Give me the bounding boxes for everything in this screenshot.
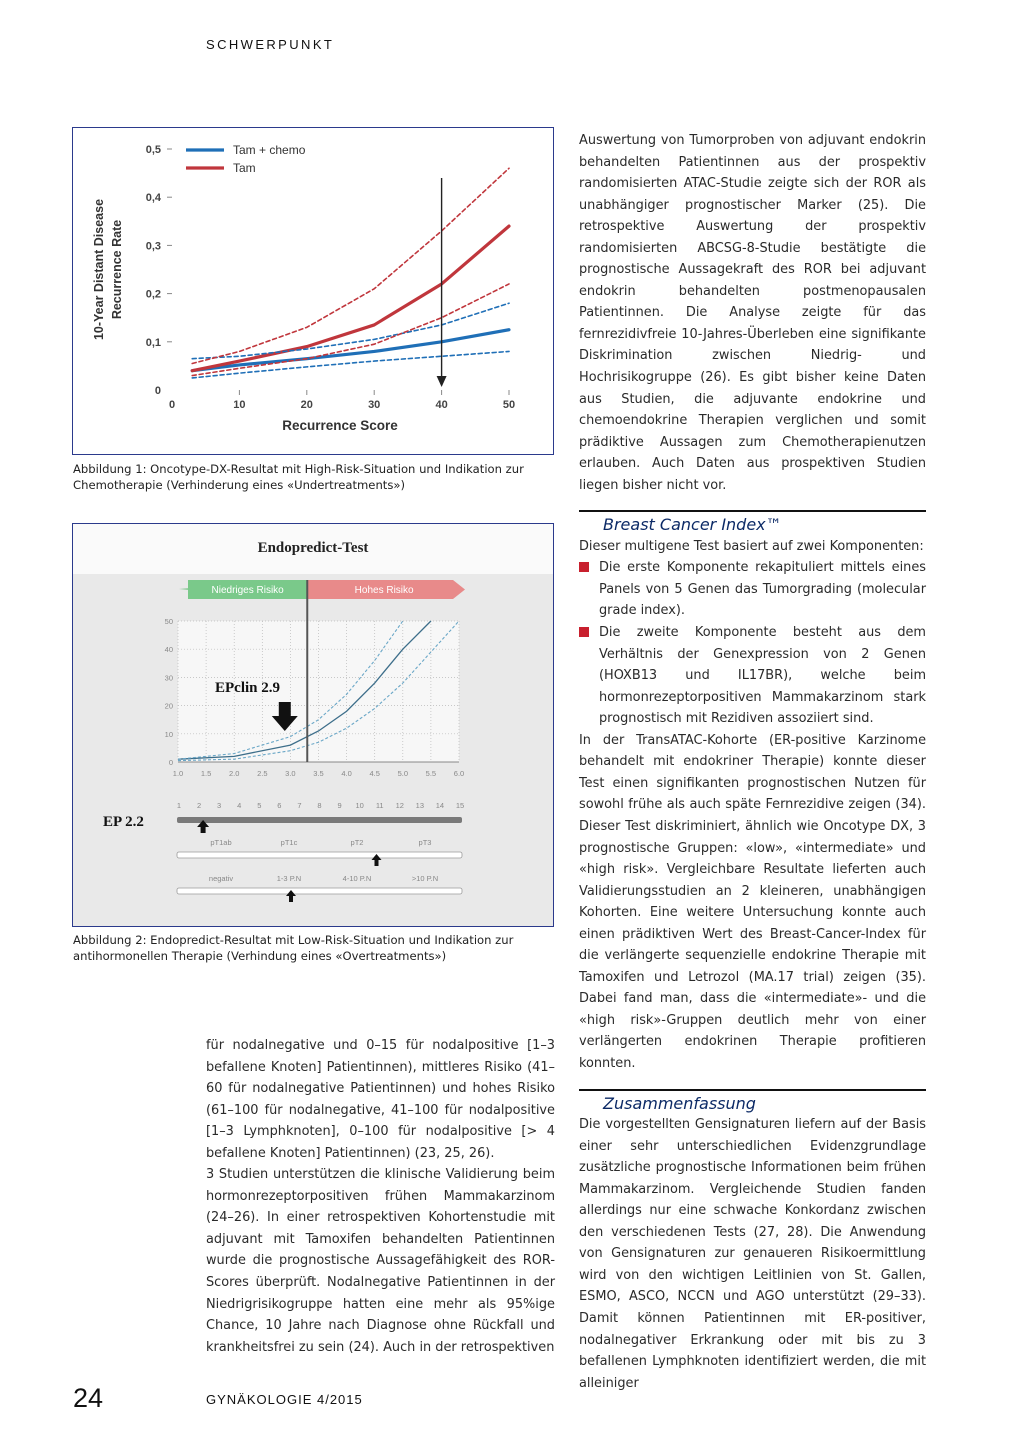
ep-tick-label: 10: [355, 801, 364, 810]
page-number: 24: [73, 1383, 104, 1413]
n-scale-bar: [177, 888, 462, 894]
ep-tick-label: 15: [455, 801, 465, 810]
high-risk-label: Hohes Risiko: [354, 585, 414, 596]
ep-scale-bar: [177, 817, 462, 823]
ep-tick-label: 12: [395, 801, 404, 810]
list-item: Die erste Komponente rekapituliert mittels eines Panels von 5 Genen das Tumorgrading (molecular grade index).: [579, 557, 926, 622]
bullet-square-icon: [579, 562, 589, 572]
x-axis-label: Recurrence Score: [282, 418, 398, 433]
left-column: [206, 1035, 555, 1358]
figure-title: Endopredict-Test: [257, 540, 369, 556]
figure-1-caption: Abbildung 1: Oncotype-DX-Resultat mit High-Risk-Situation und Indikation zur Chemotherapie (Verhinderung eines «Undertreatments»): [73, 462, 524, 492]
section-rule: [579, 510, 926, 512]
x-tick-label: 1.0: [172, 769, 184, 778]
ep-label: EP 2.2: [103, 814, 144, 830]
n-label: 4-10 P.N: [342, 874, 372, 883]
x-tick-label: 3.0: [285, 769, 296, 778]
y-tick-label: 50: [164, 617, 173, 626]
t-scale-bar: [177, 852, 462, 858]
summary-heading: Zusammenfassung: [603, 1093, 756, 1113]
y-tick-label: 0: [154, 385, 161, 397]
paragraph: Dieser multigene Test basiert auf zwei Komponenten:: [579, 538, 924, 554]
ep-tick-label: 8: [317, 801, 322, 810]
ep-tick-label: 6: [277, 801, 282, 810]
x-tick-label: 2.5: [257, 769, 268, 778]
series-line: [192, 330, 509, 371]
low-risk-label: Niedriges Risiko: [211, 585, 284, 596]
t-label: pT3: [418, 838, 432, 847]
x-tick-label: 3.5: [313, 769, 324, 778]
paragraph: für nodalnegative und 0–15 für nodalpositive [1–3 befallene Knoten] Patientinnen), mittleres Risiko (41–60 für nodalnegative Patientinnen) und hohes Risiko (61–100 für nodalnegative, 41–100 für nodalpositive [1–3 Lymphknoten], 0–100 für nodalpositive [> 4 befallene Knoten] Patientinnen) (23, 25, 26).: [206, 1038, 555, 1161]
journal-name: GYNÄKOLOGIE 4/2015: [206, 1392, 363, 1407]
ep-tick-label: 14: [435, 801, 445, 810]
x-tick-label: 5.0: [397, 769, 409, 778]
y-tick-label: 0,4: [145, 192, 161, 205]
n-label: 1-3 P.N: [276, 874, 302, 883]
y-tick-label: 30: [164, 673, 173, 683]
ep-tick-label: 3: [217, 801, 222, 810]
legend-label: Tam: [233, 161, 256, 175]
x-tick-label: 40: [435, 399, 448, 411]
legend-label: Tam + chemo: [233, 143, 306, 157]
ep-tick-label: 4: [237, 801, 242, 810]
ep-tick-label: 2: [196, 801, 202, 810]
paragraph: Auswertung von Tumorproben von adjuvant endokrin behandelten Patientinnen aus der prospektiv randomisierten ATAC-Studie zeigte sich der ROR als unabhängiger prognostischer Marker (25). Die retrospektive Auswertung der prospektiv randomisierten ABCSG-8-Studie bestätigte die prognostische Aussagekraft des ROR bei adjuvant endokrin behandelten postmenopausalen Patientinnen. Die Analyse zeigte für das fernrezidivfreie 10-Jahres-Überleben eine signifikante Diskrimination zwischen Niedrig- und Hochrisikogruppe (26). Es gibt bisher keine Daten aus Studien, die adjuvante endokrine und chemoendokrine Therapien verglichen und somit prädiktive Aussagen zum Chemotherapienutzen erlauben. Auch Daten aus prospektiven Studien liegen bisher nicht vor.: [579, 133, 926, 493]
epclin-label: EPclin 2.9: [215, 680, 281, 696]
y-tick-label: 20: [164, 701, 173, 711]
section-rule: [579, 1089, 926, 1091]
figure-2: [72, 523, 554, 927]
y-axis-label: Recurrence Rate: [110, 219, 124, 320]
ep-tick-label: 1: [176, 801, 182, 810]
x-tick-label: 0: [168, 399, 176, 411]
y-tick-label: 0,3: [145, 240, 161, 253]
x-tick-label: 4.0: [341, 769, 352, 778]
t-label: pT2: [350, 838, 364, 847]
ep-tick-label: 13: [415, 801, 425, 810]
ep-tick-label: 5: [257, 801, 262, 810]
t-label: pT1ab: [210, 838, 232, 847]
ep-tick-label: 7: [297, 801, 302, 810]
n-label: >10 P.N: [411, 874, 439, 883]
ep-tick-label: 11: [375, 801, 384, 810]
list-item: Die zweite Komponente besteht aus dem Verhältnis der Genexpression von 2 Genen (HOXB13 und IL17BR), welche beim hormonrezeptorpositiven Mammakarzinom stark prognostisch mit Rezidiven assoziiert sind.: [579, 622, 926, 730]
oncotype-chart: [73, 128, 553, 454]
y-tick-label: 10: [164, 729, 173, 739]
y-tick-label: 0,2: [145, 288, 161, 301]
bci-heading: Breast Cancer Index™: [603, 515, 782, 535]
x-tick-label: 10: [233, 399, 246, 411]
bullet-square-icon: [579, 627, 589, 637]
section-header: SCHWERPUNKT: [206, 37, 335, 52]
x-tick-label: 6.0: [453, 769, 465, 778]
n-label: negativ: [208, 874, 234, 883]
y-tick-label: 0,5: [145, 144, 161, 156]
y-axis-label: 10-Year Distant Disease: [92, 198, 106, 341]
ep-tick-label: 9: [337, 801, 342, 810]
y-tick-label: 0,1: [145, 336, 161, 349]
y-tick-label: 0: [168, 758, 173, 767]
y-tick-label: 40: [164, 645, 173, 655]
x-tick-label: 30: [368, 399, 381, 411]
paragraph: 3 Studien unterstützen die klinische Validierung beim hormonrezeptorpositiven frühen Mammakarzinom (24–26). In einer retrospektiven Kohortenstudie mit adjuvant mit Tamoxifen behandelten Patientinnen wurde die prognostische Aussagefähigkeit des ROR-Scores überprüft. Nodalnegative Patientinnen in der Niedrigrisikogruppe hatten eine mehr als 95%ige Chance, 10 Jahre nach Diagnose ohne Rückfall und krankheitsfrei zu sein (24). Auch in der retrospektiven: [206, 1167, 555, 1355]
x-tick-label: 4.5: [369, 769, 380, 778]
endopredict-chart: [73, 524, 553, 926]
x-tick-label: 50: [502, 399, 516, 411]
arrow-down-icon: [437, 376, 447, 387]
x-tick-label: 1.5: [200, 769, 212, 778]
x-tick-label: 20: [300, 399, 313, 411]
t-label: pT1c: [280, 838, 298, 847]
figure-1: [72, 127, 554, 455]
paragraph: Die vorgestellten Gensignaturen liefern auf der Basis einer sehr unterschiedlichen Evidenzgrundlage zusätzliche prognostische Informationen beim frühen Mammakarzinom. Vergleichende Studien fanden allerdings nur eine schwache Konkordanz zwischen den verschiedenen Tests (27, 28). Die Anwendung von Gensignaturen zur genaueren Risikoermittlung wird von den wichtigen Leitlinien von St. Gallen, ESMO, ASCO, NCCN und AGO unterstützt (29–33). Damit können Patientinnen mit ER-positiver, nodalnegativer Erkrankung oder mit bis zu 3 befallenen Lymphknoten identifiziert werden, die mit alleiniger: [579, 1117, 926, 1391]
paragraph: In der TransATAC-Kohorte (ER-positive Karzinome behandelt mit endokriner Therapie) konnte dieser Test einen signifikanten prognostischen Nutzen für sowohl frühe als auch späte Fernrezidive zeigen (34). Dieser Test diskriminiert, ähnlich wie Oncotype DX, 3 prognostische Gruppen: «low», «intermediate» und «high risk». Vergleichbare Resultate lieferten auch Validierungsstudien an 2 kleineren, unabhängigen Kohorten. Eine weitere Untersuchung konnte auch einen prädiktiven Wert des Breast-Cancer-Index für die verlängerte sequenzielle endokrine Therapie mit Tamoxifen und Letrozol (MA.17 trial) zeigen (35). Dabei fand man, dass die «intermediate»- und die «high risk»-Gruppen deutlich mehr von einer verlängerten endokrinen Therapie profitieren konnten.: [579, 732, 926, 1071]
figure-2-caption: Abbildung 2: Endopredict-Resultat mit Low-Risk-Situation und Indikation zur antihormonellen Therapie (Verhindung eines «Overtreatments»): [73, 933, 514, 963]
x-tick-label: 2.0: [228, 769, 240, 778]
x-tick-label: 5.5: [425, 769, 437, 778]
right-column: [579, 130, 926, 1394]
